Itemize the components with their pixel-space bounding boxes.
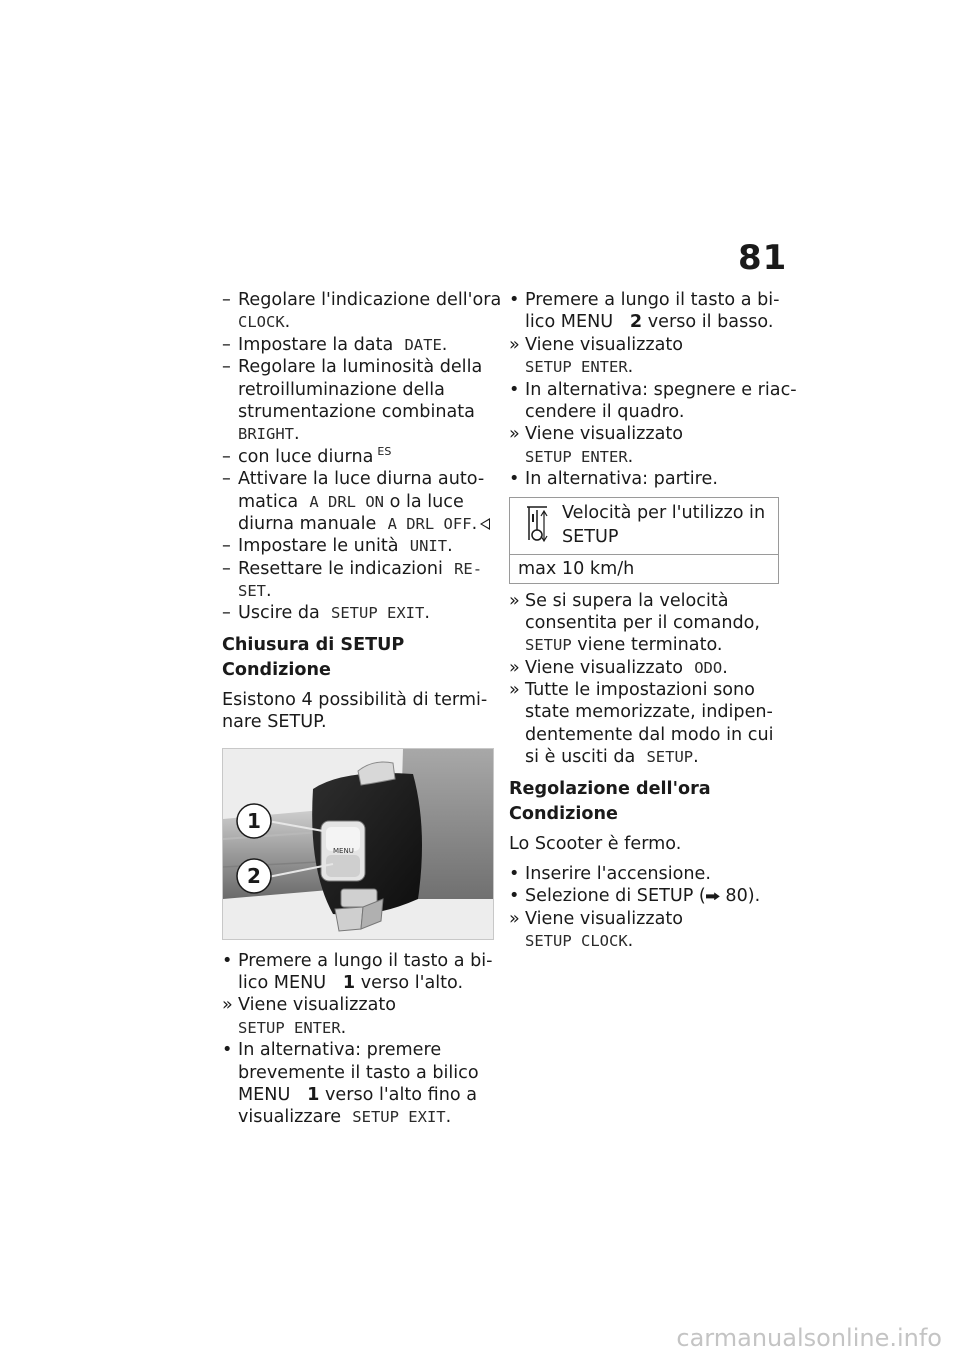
- result-item: » Viene visualizzato: [509, 908, 684, 929]
- callout-1: 1: [247, 808, 261, 833]
- list-item: – Uscire da SETUP EXIT.: [222, 603, 430, 624]
- handlebar-switch-figure: [222, 748, 494, 940]
- menu-label: MENU: [333, 846, 354, 855]
- display-value: A DRL OFF: [387, 514, 472, 533]
- list-item: – con luce diurna $^{ES}$: [222, 444, 392, 467]
- callout-2: 2: [247, 863, 261, 888]
- display-value: SETUP EXIT: [352, 1108, 446, 1127]
- paragraph: Esistono 4 possibilità di termi-: [222, 689, 488, 710]
- display-value: SETUP: [646, 748, 694, 767]
- result-item: » Viene visualizzato: [509, 334, 684, 355]
- display-value: SETUP EXIT: [331, 604, 425, 623]
- subheading-condition: Condizione: [509, 803, 618, 824]
- watermark: carmanualsonline.info: [676, 1324, 942, 1352]
- speed-limit-value: max 10 km/h: [518, 558, 635, 579]
- display-value: SETUP ENTER: [525, 358, 628, 377]
- page-number: 81: [738, 238, 788, 278]
- list-item: • In alternativa: partire.: [509, 469, 718, 490]
- list-item: • Premere a lungo il tasto a bi-: [222, 950, 493, 971]
- display-value: CLOCK: [238, 313, 285, 332]
- page-reference[interactable]: 80: [725, 886, 748, 907]
- bullet-marker: •: [222, 950, 233, 971]
- list-item: – Attivare la luce diurna auto-: [222, 469, 485, 490]
- subheading-condition: Condizione: [222, 659, 331, 680]
- display-value: SETUP ENTER: [238, 1018, 341, 1037]
- left-column: – Regolare l'indicazione dell'ora CLOCK. – Impostare la data DATE. – Regolare la luminosità della retroilluminazione della strumentazione combinata BRIGHT. – con luce diurna $^{ES}$ – Attivare la luce diurna auto- matica A DRL ON o la luce diurna manuale A DRL OFF. – Impostare le unità UNIT. – Resettare le indicazioni RE- SET. – Uscire da SETUP EXIT. Chiusura di SETUP Condizione Esistono 4 possibilità di termi- nare SETUP. MENU 1 2 • Premere a lungo il tasto a bi- lico MENU 1 verso l'alto. » Viene visualizzato SETUP ENTER. • In alternativa: premere brevemente il tasto a bilico MENU 1 verso l'alto fino a visualizzare SETUP EXIT.: [222, 290, 502, 1128]
- result-item: » Viene visualizzato ODO.: [509, 657, 728, 678]
- display-value: BRIGHT: [238, 425, 294, 444]
- list-item: • In alternativa: premere: [222, 1040, 442, 1061]
- display-value: SETUP: [525, 636, 572, 655]
- equipment-superscript: ES: [377, 444, 392, 458]
- list-item: • Premere a lungo il tasto a bi-: [509, 290, 780, 310]
- result-item: » Viene visualizzato: [509, 424, 684, 445]
- list-item: – Impostare la data DATE.: [222, 334, 448, 355]
- section-heading: Regolazione dell'ora: [509, 778, 711, 799]
- display-value: SETUP CLOCK: [525, 932, 628, 951]
- list-item: • Selezione di SETUP ( 80).: [509, 886, 761, 907]
- result-item: » Se si supera la velocità: [509, 590, 729, 611]
- handlebar-switch-illustration: [223, 749, 493, 939]
- right-column: • Premere a lungo il tasto a bi- lico MENU 2 verso il basso. » Viene visualizzato SETUP ENTER. • In alternativa: spegnere e riac- cendere il quadro. » Viene visualizzato SETUP ENTER. • In alternativa: partire. Velocità per l'utilizzo in SETUP max 10 km/h » Se si supera la velocità consentita per il comando, SETUP viene terminato. » Viene visualizzato ODO. » Tutte le impostazioni sono state memorizzate, indipen- dentemente dal modo in cui si è usciti da SETUP. Regolazione dell'ora Condizione Lo Scooter è fermo. • Inserire l'accensione. • Selezione di SETUP ( 80). » Viene visualizzato SETUP CLOCK.: [509, 290, 797, 952]
- display-value: DATE: [404, 335, 442, 354]
- display-value: RE-: [454, 559, 483, 578]
- speed-limit-box: Velocità per l'utilizzo in SETUP max 10 km/h: [509, 497, 779, 584]
- list-item: – Impostare le unità UNIT.: [222, 536, 453, 557]
- result-item: » Viene visualizzato: [222, 995, 397, 1016]
- section-heading: Chiusura di SETUP: [222, 634, 405, 655]
- list-item: – Resettare le indicazioni RE-: [222, 558, 483, 579]
- speed-limit-icon: [524, 504, 550, 546]
- display-value: A DRL ON: [309, 492, 385, 511]
- display-value: ODO: [694, 658, 723, 677]
- display-value: SET: [238, 582, 266, 601]
- result-item: » Tutte le impostazioni sono: [509, 680, 755, 701]
- display-value: UNIT: [409, 537, 448, 556]
- result-marker: »: [222, 995, 233, 1016]
- end-of-section-icon: [480, 518, 490, 530]
- list-item: • Inserire l'accensione.: [509, 864, 711, 885]
- list-item: • In alternativa: spegnere e riac-: [509, 379, 797, 400]
- list-item: – Regolare l'indicazione dell'ora: [222, 290, 502, 310]
- list-item: – Regolare la luminosità della: [222, 357, 483, 378]
- paragraph: Lo Scooter è fermo.: [509, 833, 682, 854]
- page-reference-arrow-icon: [706, 892, 720, 900]
- display-value: SETUP ENTER: [525, 447, 628, 466]
- dash-marker: –: [222, 290, 231, 310]
- info-title: Velocità per l'utilizzo in: [562, 502, 766, 523]
